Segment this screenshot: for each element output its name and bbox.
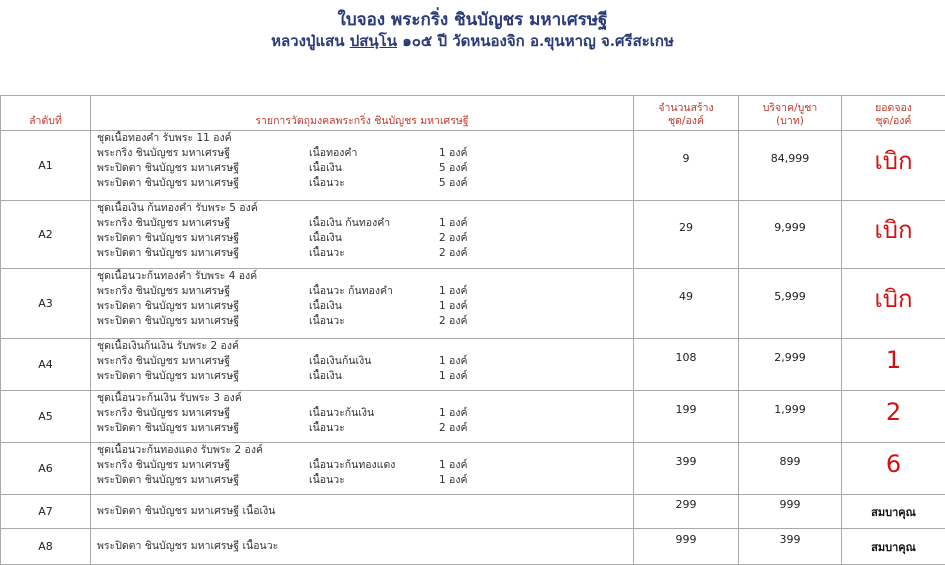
row-qty: 108 <box>634 339 739 391</box>
item-name: พระกริ่ง ชินบัญชร มหาเศรษฐี <box>97 406 309 421</box>
item-text: พระปิดตา ชินบัญชร มหาเศรษฐี เนื้อเงิน <box>97 505 275 517</box>
item-name: พระปิดตา ชินบัญชร มหาเศรษฐี <box>97 369 309 384</box>
item-count: 1 องค์ <box>439 284 467 299</box>
item-count: 2 องค์ <box>439 421 467 436</box>
item-name: พระปิดตา ชินบัญชร มหาเศรษฐี <box>97 314 309 329</box>
row-booked-status: 1 <box>842 339 945 391</box>
item-count: 5 องค์ <box>439 176 467 191</box>
item-material: เนื้อเงิน <box>309 369 439 384</box>
document-title: ใบจอง พระกริ่ง ชินบัญชร มหาเศรษฐี <box>0 6 945 33</box>
item-line <box>97 146 633 161</box>
item-count: 2 องค์ <box>439 314 467 329</box>
item-material: เนื้อเงิน <box>309 161 439 176</box>
item-material: เนื้อเงิน ก้นทองคำ <box>309 216 439 231</box>
item-material: เนื้อนวะ <box>309 246 439 261</box>
row-code: A8 <box>1 529 91 565</box>
table-row <box>1 391 945 443</box>
item-material: เนื้อทองคำ <box>309 146 439 161</box>
item-line <box>97 216 633 231</box>
item-material: เนื้อเงิน <box>309 299 439 314</box>
item-line <box>97 539 633 554</box>
item-material: เนื้อนวะ <box>309 314 439 329</box>
item-count: 1 องค์ <box>439 369 467 384</box>
item-line <box>97 246 633 261</box>
subtitle-part-a: หลวงปู่แสน <box>271 32 350 50</box>
table-row <box>1 495 945 529</box>
row-price: 1,999 <box>739 391 842 443</box>
row-price: 899 <box>739 443 842 495</box>
column-header-booked: ยอดจอง ชุด/องค์ <box>842 96 945 131</box>
item-line <box>97 299 633 314</box>
column-header-qty: จำนวนสร้าง ชุด/องค์ <box>634 96 739 131</box>
row-booked-status: เบิก <box>842 269 945 339</box>
item-count: 1 องค์ <box>439 216 467 231</box>
booking-table <box>0 95 945 565</box>
column-header-order: ลำดับที่ <box>1 96 91 131</box>
item-count: 2 องค์ <box>439 231 467 246</box>
item-name: พระกริ่ง ชินบัญชร มหาเศรษฐี <box>97 458 309 473</box>
table-row <box>1 339 945 391</box>
item-count: 1 องค์ <box>439 406 467 421</box>
item-line <box>97 354 633 369</box>
item-material: เนื้อนวะ <box>309 176 439 191</box>
item-count: 1 องค์ <box>439 473 467 488</box>
item-text: ชุดเนื้อนวะก้นทองแดง รับพระ 2 องค์ <box>97 444 263 456</box>
item-line <box>97 504 633 519</box>
row-qty: 29 <box>634 201 739 269</box>
row-booked-status: 2 <box>842 391 945 443</box>
row-items <box>91 201 634 269</box>
row-booked-status: สมบาคุณ <box>842 529 945 565</box>
row-booked-status: เบิก <box>842 131 945 201</box>
item-line <box>97 269 633 284</box>
row-items <box>91 529 634 565</box>
row-qty: 199 <box>634 391 739 443</box>
table-row <box>1 443 945 495</box>
item-name: พระปิดตา ชินบัญชร มหาเศรษฐี <box>97 231 309 246</box>
row-booked-status: เบิก <box>842 201 945 269</box>
row-price: 999 <box>739 495 842 529</box>
row-qty: 49 <box>634 269 739 339</box>
item-line <box>97 473 633 488</box>
row-code: A4 <box>1 339 91 391</box>
item-line <box>97 231 633 246</box>
subtitle-part-b: ปสนฺโน <box>350 32 397 50</box>
item-line <box>97 458 633 473</box>
table-header-row <box>1 96 945 131</box>
item-material: เนื้อนวะ <box>309 421 439 436</box>
item-text: ชุดเนื้อนวะก้นทองคำ รับพระ 4 องค์ <box>97 270 257 282</box>
document-header <box>0 0 945 95</box>
item-line <box>97 369 633 384</box>
table-row <box>1 269 945 339</box>
item-name: พระปิดตา ชินบัญชร มหาเศรษฐี <box>97 473 309 488</box>
item-name: พระปิดตา ชินบัญชร มหาเศรษฐี <box>97 176 309 191</box>
item-count: 1 องค์ <box>439 354 467 369</box>
row-items <box>91 495 634 529</box>
item-line <box>97 391 633 406</box>
table-row <box>1 529 945 565</box>
row-code: A5 <box>1 391 91 443</box>
row-code: A1 <box>1 131 91 201</box>
item-name: พระกริ่ง ชินบัญชร มหาเศรษฐี <box>97 146 309 161</box>
item-name: พระปิดตา ชินบัญชร มหาเศรษฐี <box>97 421 309 436</box>
item-line <box>97 339 633 354</box>
row-items <box>91 339 634 391</box>
row-code: A6 <box>1 443 91 495</box>
row-items <box>91 131 634 201</box>
row-qty: 999 <box>634 529 739 565</box>
row-code: A3 <box>1 269 91 339</box>
row-qty: 299 <box>634 495 739 529</box>
item-material: เนื้อเงิน <box>309 231 439 246</box>
item-name: พระปิดตา ชินบัญชร มหาเศรษฐี <box>97 161 309 176</box>
item-line <box>97 421 633 436</box>
item-line <box>97 284 633 299</box>
table-row <box>1 201 945 269</box>
row-qty: 399 <box>634 443 739 495</box>
row-price: 399 <box>739 529 842 565</box>
column-header-price: บริจาค/บูชา (บาท) <box>739 96 842 131</box>
item-line <box>97 443 633 458</box>
item-line <box>97 201 633 216</box>
item-line <box>97 176 633 191</box>
item-count: 1 องค์ <box>439 299 467 314</box>
row-code: A7 <box>1 495 91 529</box>
item-name: พระปิดตา ชินบัญชร มหาเศรษฐี <box>97 299 309 314</box>
item-text: พระปิดตา ชินบัญชร มหาเศรษฐี เนื้อนวะ <box>97 540 278 552</box>
row-items <box>91 443 634 495</box>
subtitle-part-c: ๑๐๕ ปี วัดหนองจิก อ.ขุนหาญ จ.ศรีสะเกษ <box>397 32 674 50</box>
item-count: 1 องค์ <box>439 146 467 161</box>
item-text: ชุดเนื้อนวะก้นเงิน รับพระ 3 องค์ <box>97 392 242 404</box>
item-material: เนื้อนวะก้นทองแดง <box>309 458 439 473</box>
item-text: ชุดเนื้อทองคำ รับพระ 11 องค์ <box>97 132 232 144</box>
row-price: 9,999 <box>739 201 842 269</box>
item-material: เนื้อนวะ ก้นทองคำ <box>309 284 439 299</box>
item-line <box>97 131 633 146</box>
item-count: 1 องค์ <box>439 458 467 473</box>
item-name: พระกริ่ง ชินบัญชร มหาเศรษฐี <box>97 354 309 369</box>
row-price: 2,999 <box>739 339 842 391</box>
item-count: 5 องค์ <box>439 161 467 176</box>
document-subtitle <box>0 29 945 53</box>
row-code: A2 <box>1 201 91 269</box>
table-row <box>1 131 945 201</box>
row-qty: 9 <box>634 131 739 201</box>
item-name: พระปิดตา ชินบัญชร มหาเศรษฐี <box>97 246 309 261</box>
row-booked-status: สมบาคุณ <box>842 495 945 529</box>
item-material: เนื้อนวะก้นเงิน <box>309 406 439 421</box>
item-count: 2 องค์ <box>439 246 467 261</box>
row-price: 5,999 <box>739 269 842 339</box>
item-line <box>97 161 633 176</box>
item-material: เนื้อนวะ <box>309 473 439 488</box>
item-material: เนื้อเงินก้นเงิน <box>309 354 439 369</box>
item-text: ชุดเนื้อเงิน ก้นทองคำ รับพระ 5 องค์ <box>97 202 258 214</box>
item-name: พระกริ่ง ชินบัญชร มหาเศรษฐี <box>97 216 309 231</box>
item-line <box>97 406 633 421</box>
item-text: ชุดเนื้อเงินก้นเงิน รับพระ 2 องค์ <box>97 340 239 352</box>
row-items <box>91 391 634 443</box>
column-header-items: รายการวัตถุมงคลพระกริ่ง ชินบัญชร มหาเศรษฐี <box>91 96 634 131</box>
item-line <box>97 314 633 329</box>
item-name: พระกริ่ง ชินบัญชร มหาเศรษฐี <box>97 284 309 299</box>
row-booked-status: 6 <box>842 443 945 495</box>
row-price: 84,999 <box>739 131 842 201</box>
row-items <box>91 269 634 339</box>
